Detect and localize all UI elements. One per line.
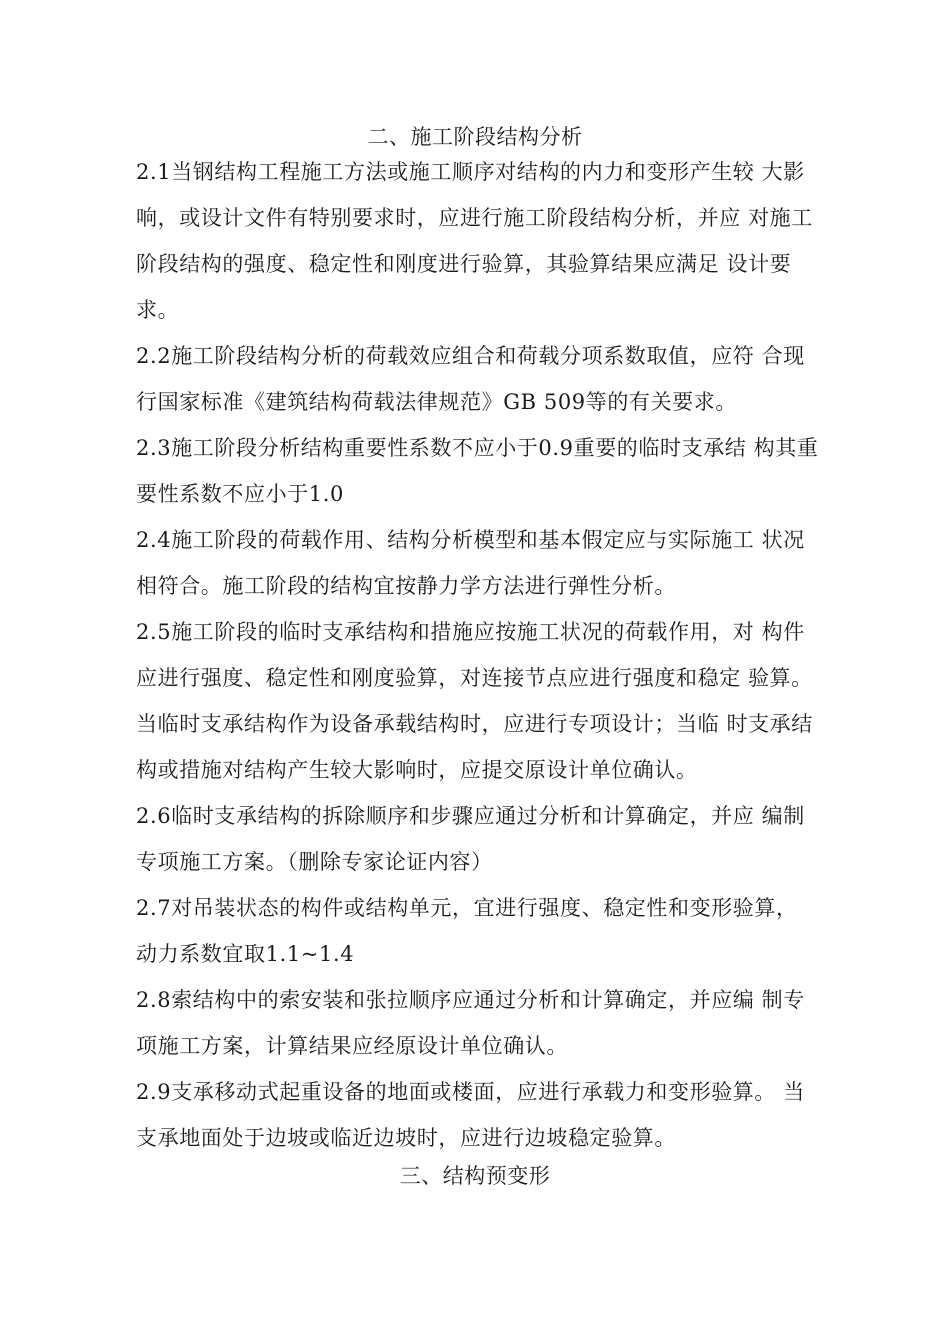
body-line: 支承地面处于边坡或临近边坡时，应进行边坡稳定验算。 <box>136 1126 676 1150</box>
body-line: 2.6临时支承结构的拆除顺序和步骤应通过分析和计算确定，并应 编制 <box>136 804 805 828</box>
body-line: 动力系数宜取1.1~1.4 <box>136 942 355 966</box>
body-line: 当临时支承结构作为设备承载结构时，应进行专项设计；当临 时支承结 <box>136 712 813 736</box>
body-line: 应进行强度、稳定性和刚度验算，对连接节点应进行强度和稳定 验算。 <box>136 666 813 690</box>
body-line: 2.8索结构中的索安装和张拉顺序应通过分析和计算确定，并应编 制专 <box>136 988 805 1012</box>
body-line: 构或措施对结构产生较大影响时，应提交原设计单位确认。 <box>136 758 698 782</box>
body-line: 要性系数不应小于1.0 <box>136 482 344 506</box>
body-line: 项施工方案，计算结果应经原设计单位确认。 <box>136 1034 568 1058</box>
body-line: 响，或设计文件有特别要求时，应进行施工阶段结构分析，并应 对施工 <box>136 206 813 230</box>
body-line: 2.9支承移动式起重设备的地面或楼面，应进行承载力和变形验算。 当 <box>136 1080 805 1104</box>
body-line: 专项施工方案。（删除专家论证内容） <box>136 850 493 874</box>
section-heading-3: 三、结构预变形 <box>399 1164 551 1188</box>
body-line: 2.1当钢结构工程施工方法或施工顺序对结构的内力和变形产生较 大影 <box>136 160 805 184</box>
body-line: 2.4施工阶段的荷载作用、结构分析模型和基本假定应与实际施工 状况 <box>136 528 805 552</box>
body-line: 2.5施工阶段的临时支承结构和措施应按施工状况的荷载作用，对 构件 <box>136 620 805 644</box>
body-line: 2.3施工阶段分析结构重要性系数不应小于0.9重要的临时支承结 构其重 <box>136 436 819 460</box>
section-heading-2: 二、施工阶段结构分析 <box>367 125 583 149</box>
body-line: 阶段结构的强度、稳定性和刚度进行验算，其验算结果应满足 设计要 <box>136 252 792 276</box>
body-line: 行国家标准《建筑结构荷载法律规范》GB 509等的有关要求。 <box>136 390 737 414</box>
body-line: 2.2施工阶段结构分析的荷载效应组合和荷载分项系数取值，应符 合现 <box>136 344 805 368</box>
body-line: 求。 <box>136 298 180 322</box>
body-line: 相符合。施工阶段的结构宜按静力学方法进行弹性分析。 <box>136 574 676 598</box>
body-line: 2.7对吊装状态的构件或结构单元，宜进行强度、稳定性和变形验算， <box>136 896 798 920</box>
